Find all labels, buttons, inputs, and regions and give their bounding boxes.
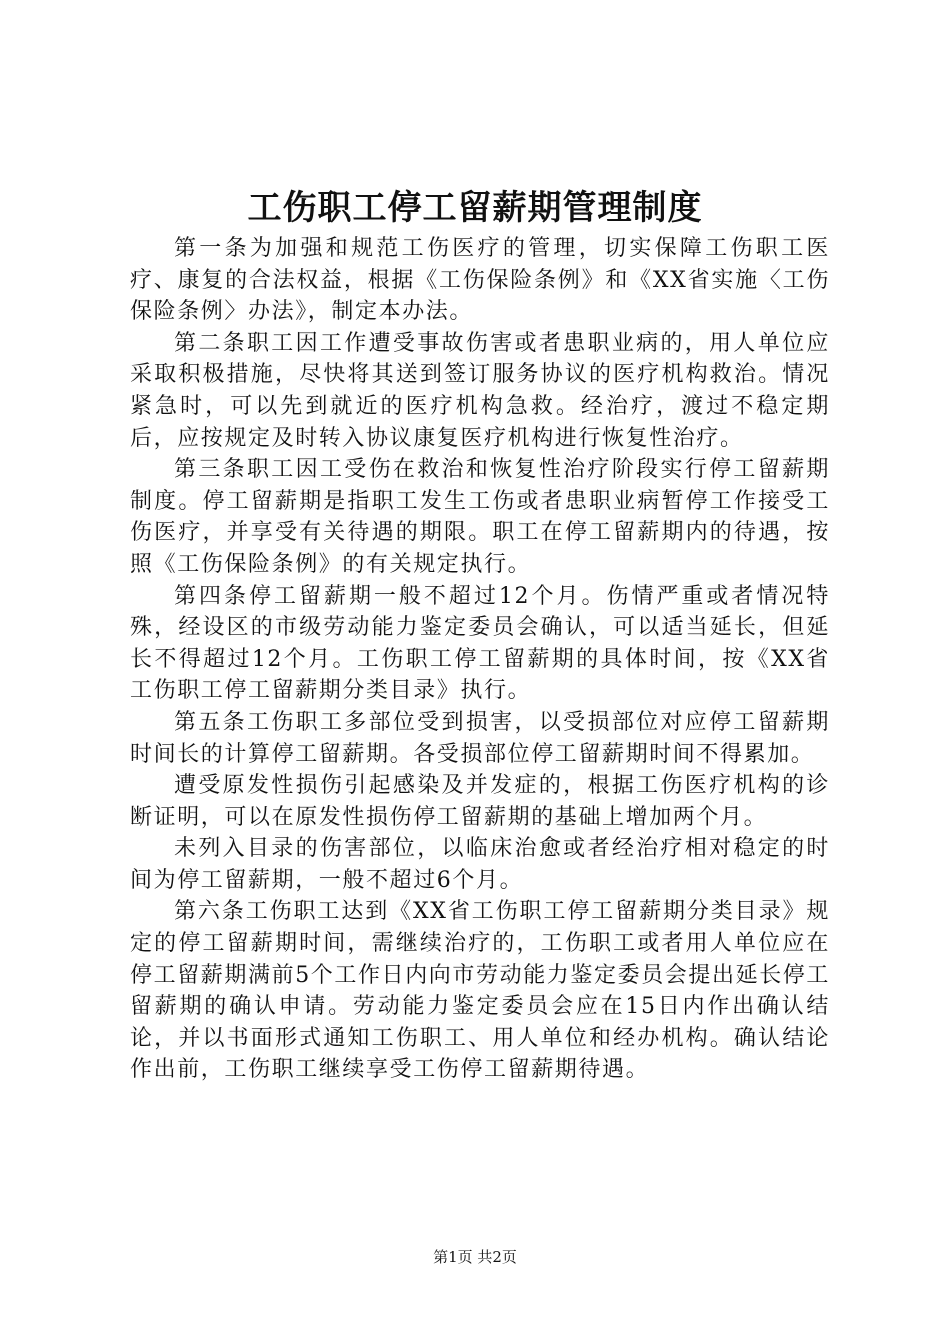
paragraph-article-2: 第二条职工因工作遭受事故伤害或者患职业病的，用人单位应采取积极措施，尽快将其送到签订服务协议的医疗机构救治。情况紧急时，可以先到就近的医疗机构急救。经治疗，渡过不稳定期后，应按规定及时转入协议康复医疗机构进行恢复性治疗。 — [130, 330, 830, 451]
paragraph-article-1: 第一条为加强和规范工伤医疗的管理，切实保障工伤职工医疗、康复的合法权益，根据《工伤保险条例》和《XX省实施〈工伤保险条例〉办法》，制定本办法。 — [130, 236, 830, 325]
paragraph-article-5: 第五条工伤职工多部位受到损害，以受损部位对应停工留薪期时间长的计算停工留薪期。各受损部位停工留薪期时间不得累加。 — [130, 709, 830, 767]
paragraph-article-3: 第三条职工因工受伤在救治和恢复性治疗阶段实行停工留薪期制度。停工留薪期是指职工发生工伤或者患职业病暂停工作接受工伤医疗，并享受有关待遇的期限。职工在停工留薪期内的待遇，按照《工伤保险条例》的有关规定执行。 — [130, 457, 830, 577]
paragraph-article-6: 第六条工伤职工达到《XX省工伤职工停工留薪期分类目录》规定的停工留薪期时间，需继续治疗的，工伤职工或者用人单位应在停工留薪期满前5个工作日内向市劳动能力鉴定委员会提出延长停工留薪期的确认申请。劳动能力鉴定委员会应在15日内作出确认结论，并以书面形式通知工伤职工、用人单位和经办机构。确认结论作出前，工伤职工继续享受工伤停工留薪期待遇。 — [130, 899, 830, 1083]
page-number: 第1页 共2页 — [433, 1248, 517, 1266]
document-body — [130, 233, 830, 1086]
paragraph-article-4: 第四条停工留薪期一般不超过12个月。伤情严重或者情况特殊，经设区的市级劳动能力鉴定委员会确认，可以适当延长，但延长不得超过12个月。工伤职工停工留薪期的具体时间，按《XX省工伤职工停工留薪期分类目录》执行。 — [130, 583, 830, 704]
paragraph-infection-clause: 遭受原发性损伤引起感染及并发症的，根据工伤医疗机构的诊断证明，可以在原发性损伤停工留薪期的基础上增加两个月。 — [130, 773, 830, 830]
paragraph-unlisted-clause: 未列入目录的伤害部位，以临床治愈或者经治疗相对稳定的时间为停工留薪期，一般不超过6个月。 — [130, 836, 830, 893]
document-title: 工伤职工停工留薪期管理制度 — [247, 188, 703, 228]
